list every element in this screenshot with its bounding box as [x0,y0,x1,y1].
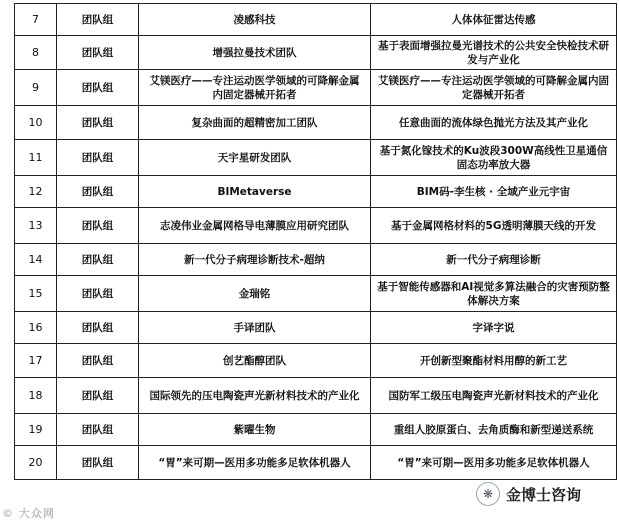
watermark-right [476,481,618,507]
row-number: 16 [15,312,57,344]
row-category: 团队组 [57,414,139,446]
table-row [15,36,617,70]
row-number: 13 [15,208,57,244]
row-project: 金瑞铭 [139,276,371,312]
row-project: 复杂曲面的超精密加工团队 [139,106,371,140]
row-number: 8 [15,36,57,70]
row-project: “胃”来可期—医用多功能多足软体机器人 [139,446,371,480]
table-row [15,4,617,36]
row-project: 志凌伟业金属网格导电薄膜应用研究团队 [139,208,371,244]
row-category: 团队组 [57,208,139,244]
row-number: 14 [15,244,57,276]
row-number: 15 [15,276,57,312]
table-row [15,414,617,446]
watermark-left: © 大众网 [2,507,55,520]
row-category: 团队组 [57,276,139,312]
row-number: 9 [15,70,57,106]
row-topic: 新一代分子病理诊断 [371,244,617,276]
row-project: 紫曜生物 [139,414,371,446]
row-topic: 人体体征雷达传感 [371,4,617,36]
watermark-right-text: 金博士咨询 [506,485,582,504]
row-topic: “胃”来可期—医用多功能多足软体机器人 [371,446,617,480]
row-topic: 开创新型聚酯材料用醇的新工艺 [371,344,617,378]
wechat-icon: ❋ [476,482,500,506]
row-topic: 基于金属网格材料的5G透明薄膜天线的开发 [371,208,617,244]
row-number: 17 [15,344,57,378]
row-category: 团队组 [57,176,139,208]
row-project: BIMetaverse [139,176,371,208]
row-category: 团队组 [57,312,139,344]
row-project: 国际领先的压电陶瓷声光新材料技术的产业化 [139,378,371,414]
row-topic: 任意曲面的流体绿色抛光方法及其产业化 [371,106,617,140]
row-topic: BIM码-李生核 · 全域产业元宇宙 [371,176,617,208]
row-category: 团队组 [57,344,139,378]
row-category: 团队组 [57,244,139,276]
row-project: 手译团队 [139,312,371,344]
table-row [15,208,617,244]
table-row [15,70,617,106]
table-row [15,106,617,140]
row-project: 艾镁医疗——专注运动医学领域的可降解金属内固定器械开拓者 [139,70,371,106]
row-number: 18 [15,378,57,414]
row-project: 创艺酯醇团队 [139,344,371,378]
row-number: 12 [15,176,57,208]
row-project: 凌感科技 [139,4,371,36]
row-topic: 基于智能传感器和AI视觉多算法融合的灾害预防整体解决方案 [371,276,617,312]
row-topic: 基于表面增强拉曼光谱技术的公共安全快检技术研发与产业化 [371,36,617,70]
row-category: 团队组 [57,4,139,36]
table-row [15,244,617,276]
row-topic: 基于氮化镓技术的Ku波段300W高线性卫星通信固态功率放大器 [371,140,617,176]
table-row [15,344,617,378]
row-number: 7 [15,4,57,36]
table-row [15,176,617,208]
row-category: 团队组 [57,446,139,480]
row-number: 11 [15,140,57,176]
row-topic: 艾镁医疗——专注运动医学领域的可降解金属内固定器械开拓者 [371,70,617,106]
row-project: 增强拉曼技术团队 [139,36,371,70]
row-project: 天宇星研发团队 [139,140,371,176]
row-category: 团队组 [57,70,139,106]
table-row [15,276,617,312]
table-row [15,312,617,344]
results-table [14,3,617,480]
row-category: 团队组 [57,378,139,414]
row-category: 团队组 [57,106,139,140]
table-row [15,378,617,414]
row-topic: 重组人胶原蛋白、去角质酶和新型递送系统 [371,414,617,446]
row-number: 19 [15,414,57,446]
row-number: 20 [15,446,57,480]
row-project: 新一代分子病理诊断技术-超纳 [139,244,371,276]
table-row [15,446,617,480]
row-category: 团队组 [57,36,139,70]
results-table-body [15,4,617,480]
row-topic: 字译字说 [371,312,617,344]
row-category: 团队组 [57,140,139,176]
table-row [15,140,617,176]
row-number: 10 [15,106,57,140]
row-topic: 国防军工级压电陶瓷声光新材料技术的产业化 [371,378,617,414]
